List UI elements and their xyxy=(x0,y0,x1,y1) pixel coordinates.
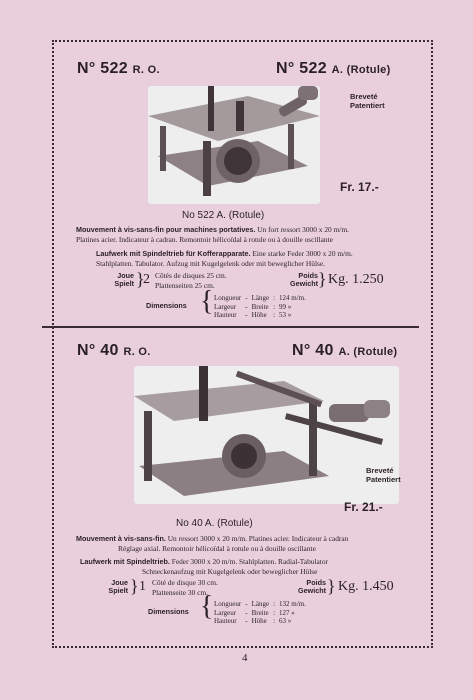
dimensions-table xyxy=(214,294,310,320)
model-suffix: A. (Rotule) xyxy=(338,346,398,358)
dimension-row: Hauteur - Höhe : 63 » xyxy=(214,617,310,626)
description-de-line2: Stahlplatten. Tabulator. Aufzug mit Kugelgelenk oder mit beweglicher Hülse. xyxy=(96,258,326,268)
model-number: N° 522 xyxy=(276,60,327,77)
model-522-a-title xyxy=(276,60,391,78)
poids-label-fr: Poids xyxy=(298,271,318,280)
weight: Kg. 1.250 xyxy=(328,272,384,287)
section-divider xyxy=(42,326,419,328)
dimension-de: Länge xyxy=(251,600,270,608)
dimension-value: 63 » xyxy=(279,617,292,626)
dimension-fr: Hauteur xyxy=(214,617,237,626)
description-fr xyxy=(76,225,349,244)
model-suffix: R. O. xyxy=(132,64,160,76)
movement-40a-illustration xyxy=(134,366,399,504)
model-number: N° 522 xyxy=(77,60,128,77)
patent-fr: Breveté xyxy=(366,466,394,475)
joue-text-fr: Côtés de disques 25 cm. xyxy=(155,271,227,280)
description-de-line1: Eine starke Feder 3000 x 20 m/m. xyxy=(250,249,353,258)
dimension-de: Breite xyxy=(251,608,269,617)
poids-brace: } xyxy=(318,269,327,289)
joue-label-fr: Joue xyxy=(111,578,128,587)
model-number: N° 40 xyxy=(292,342,334,359)
patent-de: Patentiert xyxy=(350,101,385,110)
movement-522a-photo xyxy=(148,86,320,204)
description-de xyxy=(96,249,353,268)
description-de-lead: Laufwerk mit Spindeltrieb. xyxy=(80,557,170,566)
price: Fr. 17.- xyxy=(340,180,379,194)
model-number: N° 40 xyxy=(77,342,119,359)
dimension-fr: Longueur xyxy=(214,600,242,608)
joue-text-de: Plattenseite 30 cm. xyxy=(152,587,209,597)
patent-badge xyxy=(350,92,385,110)
patent-badge xyxy=(366,466,401,484)
model-suffix: A. (Rotule) xyxy=(331,64,391,76)
dimension-fr: Hauteur xyxy=(214,311,237,320)
description-de xyxy=(80,557,328,576)
poids-brace: } xyxy=(327,576,336,596)
description-de-line2: Schneckenaufzug mit Kugelgelenk oder beweglicher Hülse xyxy=(142,566,318,576)
joue-label xyxy=(102,579,128,595)
joue-number: 1 xyxy=(139,579,146,594)
description-fr-line1: Un ressort 3000 x 20 m/m. Platines acier. Indicateur à cadran xyxy=(165,534,349,543)
dimensions-brace: { xyxy=(200,286,214,317)
dimension-value: 124 m/m. xyxy=(279,294,306,302)
dimension-de: Breite xyxy=(251,302,269,311)
joue-label xyxy=(108,272,134,288)
photo-caption: No 522 A. (Rotule) xyxy=(182,210,265,221)
movement-40a-photo xyxy=(134,366,399,504)
poids-label xyxy=(290,579,326,595)
joue-label-de: Spielt xyxy=(114,279,134,288)
description-fr xyxy=(76,534,348,553)
model-40-a-title xyxy=(292,342,397,360)
dimensions-brace: { xyxy=(200,591,214,622)
description-fr-lead: Mouvement à vis-sans-fin. xyxy=(76,534,166,543)
patent-de: Patentiert xyxy=(366,475,401,484)
dimension-row: Longueur - Länge : 132 m/m. xyxy=(214,600,310,609)
joue-number: 2 xyxy=(143,272,150,287)
description-de-line1: Feder 3000 x 20 m/m. Stahlplatten. Radial-Tabulator xyxy=(169,557,329,566)
dimension-fr: Largeur xyxy=(214,302,237,311)
description-fr-line2: Réglage axial. Remontoir hélicoïdal à rotule ou à douille oscillante xyxy=(118,543,316,553)
weight: Kg. 1.450 xyxy=(338,579,394,594)
poids-label-de: Gewicht xyxy=(298,586,326,595)
dimension-value: 53 » xyxy=(279,311,292,320)
joue-brace: } xyxy=(136,269,145,289)
model-suffix: R. O. xyxy=(123,346,151,358)
price: Fr. 21.- xyxy=(344,500,383,514)
patent-fr: Breveté xyxy=(350,92,378,101)
dimensions-label: Dimensions xyxy=(148,607,189,616)
dimension-de: Länge xyxy=(251,294,270,302)
dimensions-table xyxy=(214,600,310,626)
description-fr-line1: Un fort ressort 3000 x 20 m/m. xyxy=(255,225,349,234)
poids-label-de: Gewicht xyxy=(290,279,318,288)
dimension-de: Höhe xyxy=(251,311,267,320)
dimension-value: 127 » xyxy=(279,608,295,617)
dimension-fr: Largeur xyxy=(214,608,237,617)
joue-text xyxy=(155,271,227,290)
description-fr-lead: Mouvement à vis-sans-fin pour machines portatives. xyxy=(76,225,256,234)
joue-brace: } xyxy=(130,576,139,596)
dimension-row: Hauteur - Höhe : 53 » xyxy=(214,311,310,320)
poids-label xyxy=(282,272,318,288)
dimension-row: Longueur - Länge : 124 m/m. xyxy=(214,294,310,303)
page-number: 4 xyxy=(242,652,248,664)
description-de-lead: Laufwerk mit Spindeltrieb für Kofferapparate. xyxy=(96,249,251,258)
photo-caption: No 40 A. (Rotule) xyxy=(176,518,253,529)
joue-label-de: Spielt xyxy=(108,586,128,595)
dimension-value: 132 m/m. xyxy=(279,600,306,608)
dimensions-label: Dimensions xyxy=(146,301,187,310)
model-40-ro-title xyxy=(77,342,151,360)
dimension-value: 99 » xyxy=(279,302,292,311)
joue-label-fr: Joue xyxy=(117,271,134,280)
dimension-row: Largeur - Breite : 99 » xyxy=(214,303,310,312)
joue-text-de: Plattenseiten 25 cm. xyxy=(155,280,215,290)
joue-text-fr: Côté de disque 30 cm. xyxy=(152,578,218,587)
dimension-de: Höhe xyxy=(251,617,267,626)
dimension-row: Largeur - Breite : 127 » xyxy=(214,609,310,618)
dimension-fr: Longueur xyxy=(214,294,242,302)
model-522-ro-title xyxy=(77,60,160,78)
movement-522a-illustration xyxy=(148,86,320,204)
poids-label-fr: Poids xyxy=(306,578,326,587)
description-fr-line2: Platines acier. Indicateur à cadran. Remontoir hélicoïdal à rotule ou à douille oscillante xyxy=(76,234,333,244)
